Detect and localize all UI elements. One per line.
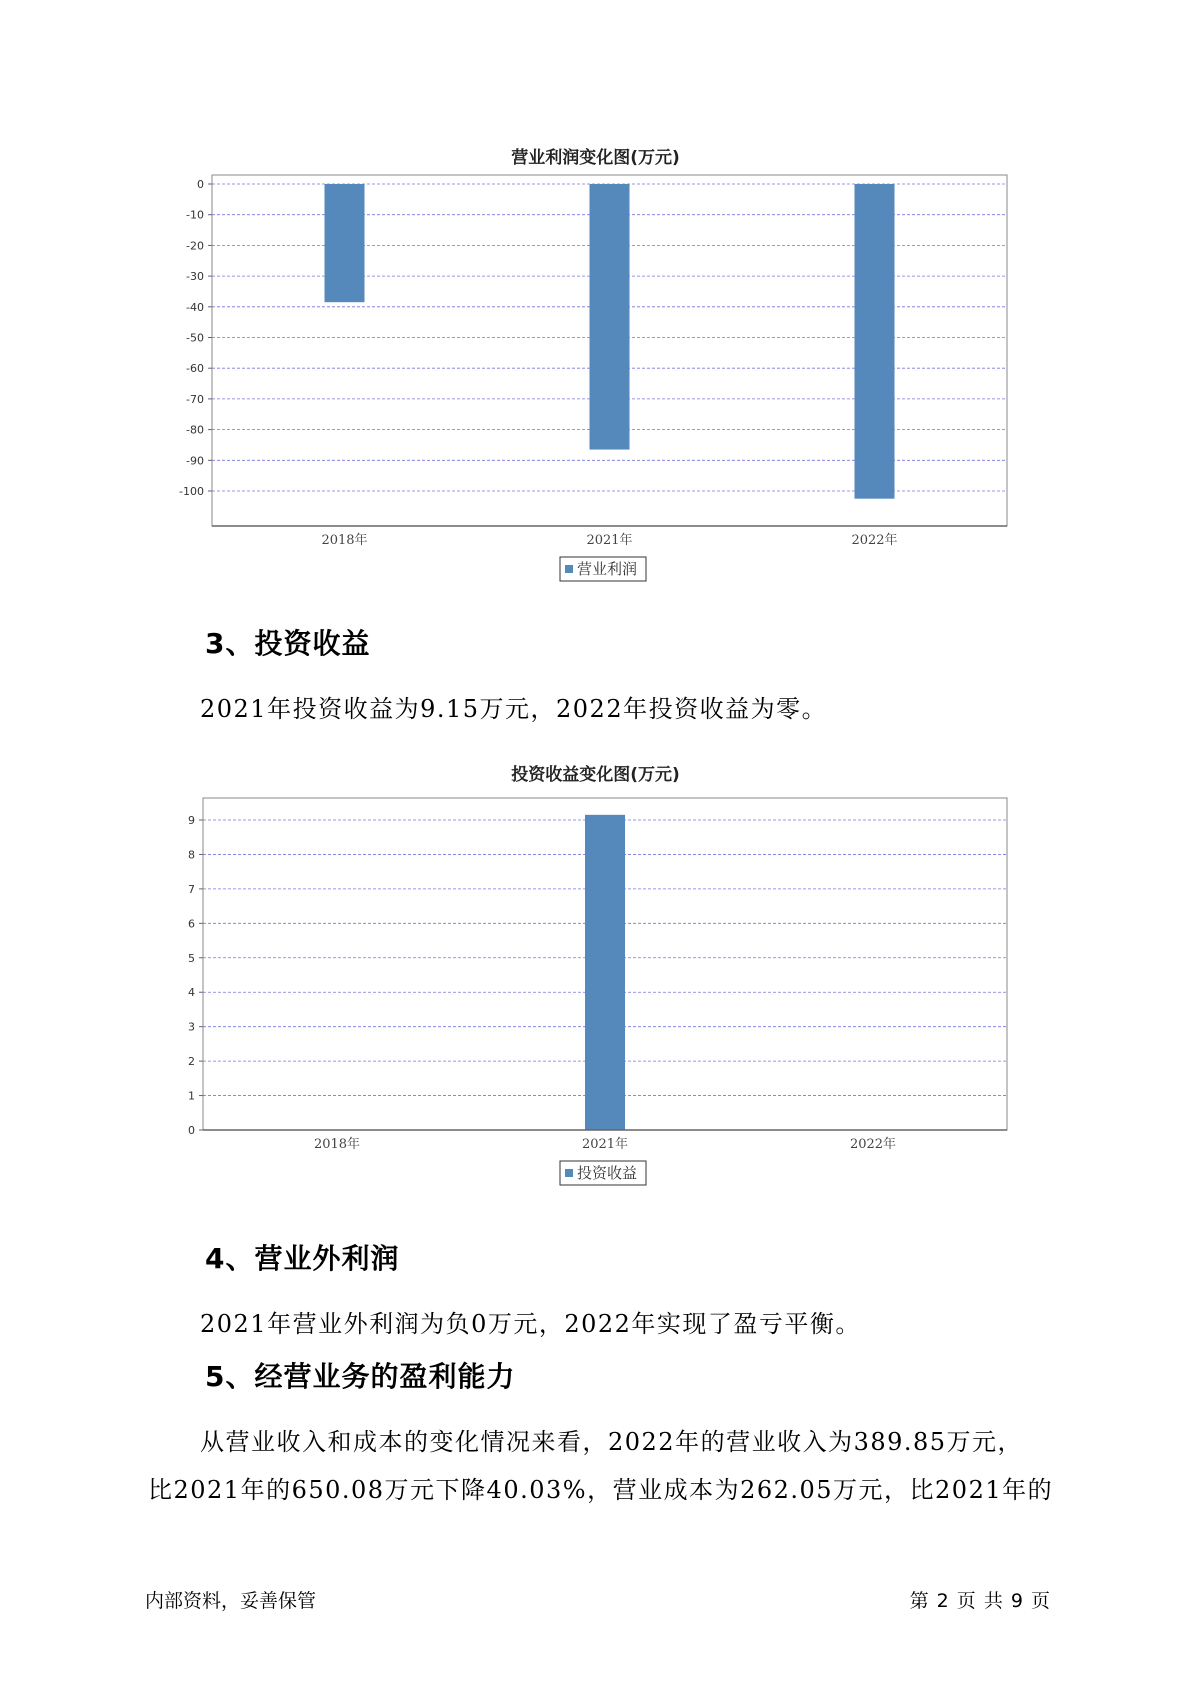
y-tick-label: 3	[188, 1020, 195, 1034]
x-category-label: 2021年	[586, 533, 633, 548]
x-category-label: 2021年	[581, 1137, 629, 1152]
investment-income-chart	[0, 778, 1191, 1218]
y-tick-label: 1	[188, 1089, 195, 1103]
x-category-label: 2022年	[849, 1137, 897, 1152]
legend-label: 投资收益	[577, 1164, 638, 1182]
bar	[590, 184, 630, 450]
y-tick-label: 8	[188, 848, 195, 862]
y-tick-label: -10	[186, 208, 204, 222]
y-tick-label: 7	[188, 882, 195, 896]
y-tick-label: -40	[186, 300, 204, 314]
section3-text: 2021年投资收益为9.15万元，2022年投资收益为零。	[200, 695, 828, 723]
y-tick-label: -80	[186, 423, 204, 437]
bar	[325, 184, 365, 302]
operating-profit-chart	[0, 160, 1191, 600]
section4-text: 2021年营业外利润为负0万元，2022年实现了盈亏平衡。	[200, 1310, 861, 1338]
section5-line2: 比2021年的650.08万元下降40.03%，营业成本为262.05万元，比2021年的	[148, 1476, 1054, 1504]
section5-heading: 5、经营业务的盈利能力	[205, 1360, 516, 1393]
y-tick-label: 9	[188, 814, 195, 827]
y-tick-label: 6	[188, 917, 195, 931]
section4-heading: 4、营业外利润	[205, 1242, 400, 1275]
chart1-title: 营业利润变化图(万元)	[511, 148, 680, 168]
legend-swatch	[565, 1169, 573, 1177]
y-tick-label: -20	[186, 239, 204, 253]
y-tick-label: 0	[197, 178, 204, 191]
footer-page-number: 第 2 页 共 9 页	[909, 1590, 1051, 1612]
y-tick-label: -100	[179, 485, 204, 498]
x-category-label: 2018年	[321, 533, 368, 548]
y-tick-label: 0	[188, 1124, 195, 1137]
footer-confidential: 内部资料，妥善保管	[145, 1590, 317, 1612]
x-category-label: 2018年	[313, 1137, 361, 1152]
y-tick-label: -60	[186, 362, 204, 376]
y-tick-label: 5	[188, 951, 195, 965]
y-tick-label: -30	[186, 270, 204, 284]
section3-heading: 3、投资收益	[205, 627, 371, 660]
bar	[585, 815, 625, 1130]
y-tick-label: -50	[186, 331, 204, 345]
y-tick-label: -70	[186, 392, 204, 406]
bar	[855, 184, 895, 499]
section5-line1: 从营业收入和成本的变化情况来看，2022年的营业收入为389.85万元，	[200, 1428, 1024, 1456]
legend-swatch	[565, 565, 573, 573]
chart2-title: 投资收益变化图(万元)	[511, 765, 680, 785]
legend-label: 营业利润	[577, 560, 638, 578]
y-tick-label: -90	[186, 454, 204, 468]
y-tick-label: 2	[188, 1055, 195, 1069]
x-category-label: 2022年	[851, 533, 898, 548]
y-tick-label: 4	[188, 986, 195, 1000]
